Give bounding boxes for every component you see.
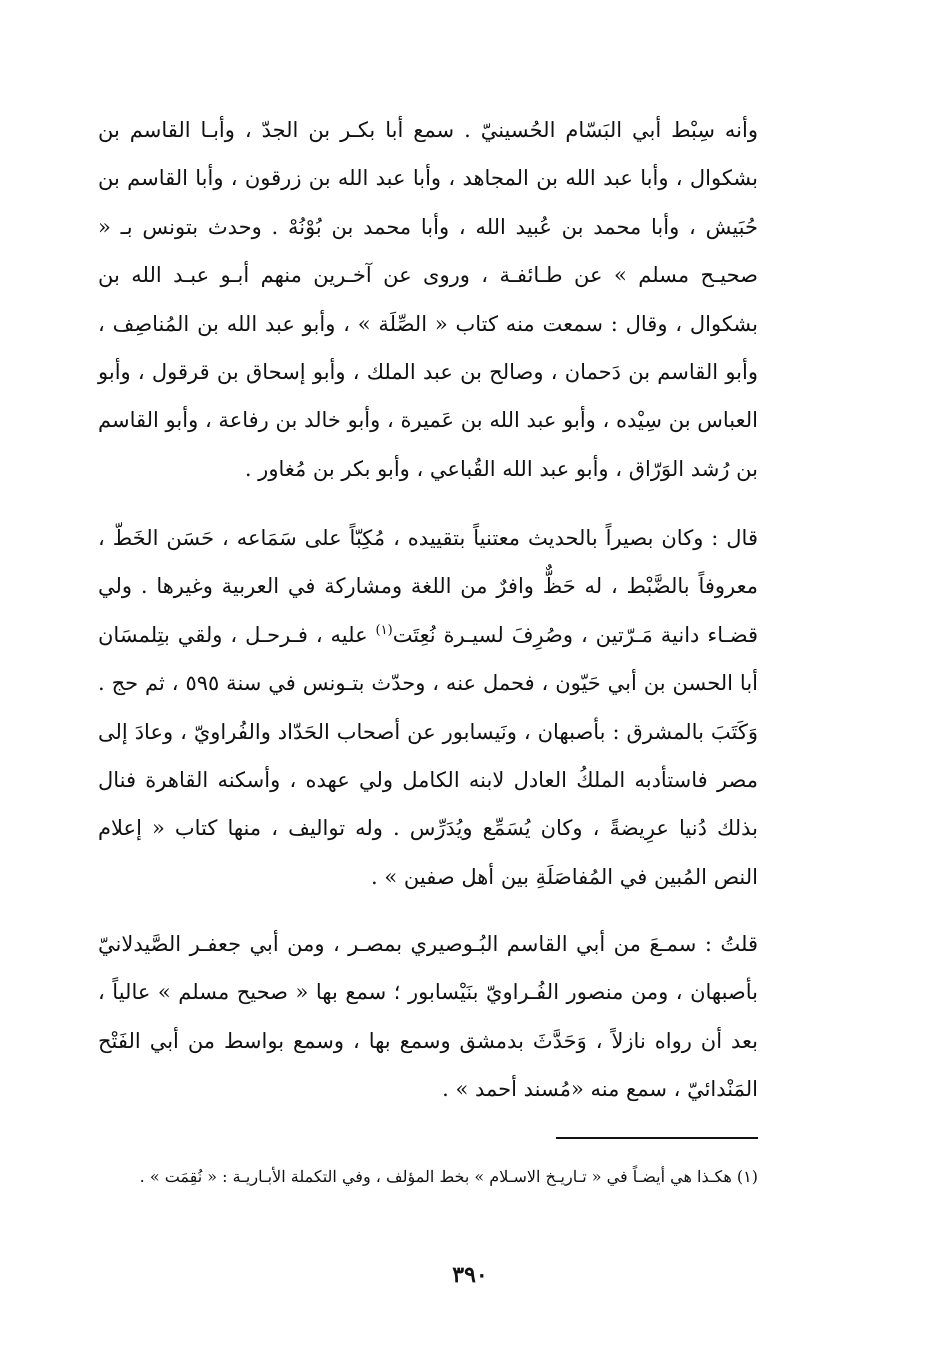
footnote-separator — [556, 1137, 758, 1139]
paragraph-1: وأنه سِبْط أبي البَسّام الحُسينيّ . سمع أبا بكـر بن الجدّ ، وأبـا القاسم بن بشكوال ، وأبا عبد الله بن المجاهد ، وأبا عبد الله بن زرقون ، وأبا القاسم بن حُبَيش ، وأبا محمد بن عُبيد الله ، وأبا محمد بن بُوْنُهْ . وحدث بتونس بـ « صحيـح مسلم » عن طـائفـة ، وروى عن آخـرين منهم أبـو عبـد الله بن بشكوال ، وقال : سمعت منه كتاب « الصِّلَة » ، وأبو عبد الله بن المُناصِف ، وأبو القاسم بن دَحمان ، وصالح بن عبد الملك ، وأبو إسحاق بن قرقول ، وأبو العباس بن سِيْده ، وأبو عبد الله بن عَميرة ، وأبو خالد بن رفاعة ، وأبو القاسم بن رُشد الوَرّاق ، وأبو عبد الله القُباعي ، وأبو بكر بن مُغاور . — [98, 118, 758, 481]
paragraph-2-part-2: عليه ، فـرحـل ، ولقي بتِلمسَان أبا الحسن بن أبي حَيّون ، فحمل عنه ، وحدّث بتـونس في سنة ٥٩٥ ، ثم حج . وَكَتَبَ بالمشرق : بأصبهان ، ونَيسابور عن أصحاب الحَدّاد والفُراويّ ، وعادَ إلى مصر فاستأدبه الملكُ العادل لابنه الكامل ولي عهده ، وأسكنه القاهرة فنال بذلك دُنيا عرِيضةً ، وكان يُسَمِّع ويُدَرِّس . وله تواليف ، منها كتاب « إعلام النص المُبين في المُفاصَلَةِ بين أهل صفين » . — [98, 622, 758, 889]
footnote: (١) هكـذا هي أيضـاً في « تـاريـخ الاسـلام » بخط المؤلف ، وفي التكملة الأبـاريـة : « نُقِمَت » . — [139, 1167, 758, 1186]
paragraph-2-part-1: قال : وكان بصيراً بالحديث معتنياً بتقييده ، مُكِبّاً على سَمَاعه ، حَسَن الخَطّ ، معروفاً بالضَّبْط ، له حَظٌّ وافرٌ من اللغة ومشاركة في العربية وغيرها . ولي قضـاء دانية مَـرّتين ، وصُرِفَ لسيـرة نُعِتَت — [98, 526, 758, 647]
footnote-reference: (١) — [375, 622, 393, 638]
page-number: ٣٩٠ — [452, 1262, 488, 1288]
paragraph-3: قلتُ : سمـعَ من أبي القاسم البُـوصيري بمصـر ، ومن أبي جعفـر الصَّيدلانيّ بأصبهان ، ومن منصور الفُـراويّ بنَيْسابور ؛ سمع بها « صحيح مسلم » عالياً ، بعد أن رواه نازلاً ، وَحَدَّثَ بدمشق وسمع بها ، وسمع بواسط من أبي الفَتْح المَنْدائيّ ، سمع منه «مُسند أحمد » . — [98, 932, 758, 1102]
paragraph-2 — [98, 514, 798, 901]
